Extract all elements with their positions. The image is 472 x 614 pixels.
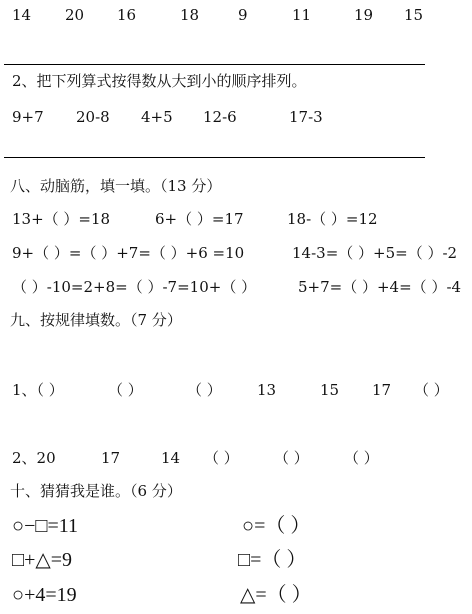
sequence-item: 2、20 [12, 449, 56, 467]
q2-expr: 9+7 [12, 108, 44, 126]
section-9-title: 九、按规律填数。（7 分） [10, 311, 182, 329]
q2-expr: 12-6 [203, 108, 237, 126]
shape-answer: ○=（ ） [242, 515, 311, 537]
top-number: 16 [117, 6, 137, 24]
shape-answer: □=（ ） [238, 549, 307, 571]
answer-line[interactable] [4, 64, 425, 65]
fill-equation: 18-（ ）=12 [287, 210, 378, 228]
fill-equation: 6+（ ）=17 [155, 210, 244, 228]
fill-equation: 14-3=（ ）+5=（ ）-2 [292, 244, 458, 262]
sequence-item: （ ） [274, 449, 309, 467]
sequence-item: 13 [257, 381, 277, 399]
sequence-item: 17 [372, 381, 392, 399]
section-8-title: 八、动脑筋，填一填。（13 分） [10, 177, 222, 195]
top-number: 9 [238, 6, 248, 24]
top-number: 15 [404, 6, 424, 24]
fill-equation: 5+7=（ ）+4=（ ）-4 [298, 278, 462, 296]
fill-equation: 9+（ ）=（ ）+7=（ ）+6 =10 [12, 244, 245, 262]
shape-equation: ○+4=19 [12, 584, 77, 606]
q2-title: 2、把下列算式按得数从大到小的顺序排列。 [12, 72, 307, 90]
sequence-item: （ ） [108, 381, 143, 399]
shape-equation: □+△=9 [12, 549, 73, 571]
sequence-item: 14 [161, 449, 181, 467]
answer-line[interactable] [4, 157, 425, 158]
sequence-item: 17 [101, 449, 121, 467]
fill-equation: 13+（ ）=18 [12, 210, 111, 228]
sequence-item: （ ） [414, 381, 449, 399]
top-number: 19 [354, 6, 374, 24]
sequence-item: （ ） [187, 381, 222, 399]
sequence-item: 1、（ ） [12, 381, 64, 399]
shape-equation: ○−□=11 [12, 515, 78, 537]
section-10-title: 十、猜猜我是谁。（6 分） [10, 482, 182, 500]
fill-equation: （ ）-10=2+8=（ ）-7=10+（ ） [12, 278, 257, 296]
q2-expr: 17-3 [289, 108, 323, 126]
sequence-item: （ ） [204, 449, 239, 467]
sequence-item: （ ） [344, 449, 379, 467]
top-number: 20 [65, 6, 85, 24]
top-number: 14 [12, 6, 32, 24]
q2-expr: 4+5 [141, 108, 173, 126]
shape-answer: △=（ ） [240, 584, 312, 606]
q2-expr: 20-8 [76, 108, 110, 126]
top-number: 11 [292, 6, 312, 24]
top-number: 18 [180, 6, 200, 24]
sequence-item: 15 [320, 381, 340, 399]
